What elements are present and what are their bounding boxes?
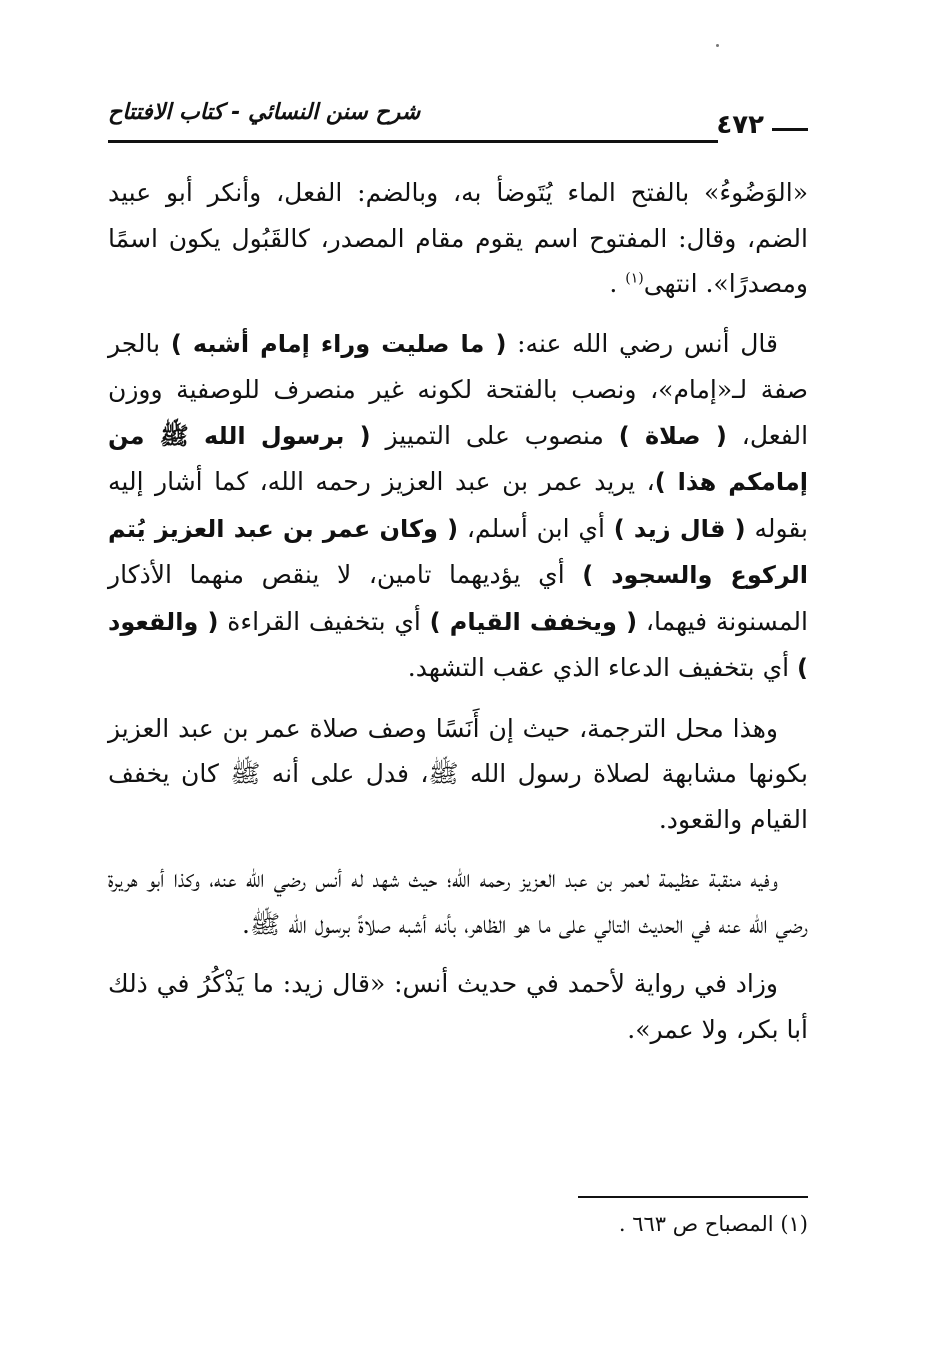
hadith-quote: ( برسول الله ﷺ من إمامكم هذا )	[108, 421, 808, 496]
body-text	[108, 170, 808, 1066]
footnote-rule	[578, 1196, 808, 1198]
text-segment: ، يريد عمر بن عبد العزيز رحمه الله، كما أشار إليه بقوله	[108, 467, 808, 543]
paragraph	[108, 321, 808, 692]
running-title: شرح سنن النسائي - كتاب الافتتاح	[108, 100, 421, 125]
paragraph	[108, 170, 808, 307]
scan-speck	[716, 44, 719, 47]
text-segment: أي بتخفيف القراءة	[218, 606, 430, 636]
paragraph	[108, 856, 808, 947]
header-rule	[108, 140, 718, 143]
paragraph	[108, 706, 808, 843]
page-header	[108, 96, 808, 142]
text-segment: .	[609, 269, 626, 298]
text-segment: أي بتخفيف الدعاء الذي عقب التشهد.	[407, 653, 798, 682]
hadith-quote: ( صلاة )	[618, 421, 727, 450]
text-segment: أي يؤديهما تامين، لا ينقص منهما الأذكار المسنونة فيهما،	[108, 560, 808, 636]
page-number: ٤٧٢	[716, 110, 764, 140]
hadith-quote: ( ما صليت وراء إمام أشبه )	[170, 329, 507, 358]
paragraph	[108, 961, 808, 1052]
text-segment: وفيه منقبة عظيمة لعمر بن عبد العزيز رحمه الله؛ حيث شهد له أنس رضي الله عنه، وكذا أبو هريرة رضي الله عنه في الحديث التالي على ما هو الظاهر، بأنه أشبه صلاةً برسول الله ﷺ.	[108, 864, 808, 939]
text-segment: أي ابن أسلم،	[458, 513, 614, 543]
text-segment: منصوب على التمييز	[370, 420, 619, 450]
text-segment: وزاد في رواية لأحمد في حديث أنس: «قال زيد: ما يَذْكُرُ في ذلك أبا بكر، ولا عمر».	[108, 969, 808, 1044]
page-number-dash	[772, 128, 808, 131]
hadith-quote: ( قال زيد )	[613, 514, 746, 543]
text-segment: «الوَضُوءُ» بالفتح الماء يُتَوضأ به، وبالضم: الفعل، وأنكر أبو عبيد الضم، وقال: المفتوح اسم يقوم مقام المصدر، كالقَبُول يكون اسمًا ومصدرًا». انتهى	[108, 178, 808, 298]
footnote-marker: (١)	[625, 270, 644, 287]
text-segment: وهذا محل الترجمة، حيث إن أَنَسًا وصف صلاة عمر بن عبد العزيز بكونها مشابهة لصلاة رسول الله ﷺ، فدل على أنه ﷺ كان يخفف القيام والقعود.	[108, 713, 808, 834]
hadith-quote: ( وكان عمر بن عبد العزيز يُتم الركوع والسجود )	[108, 514, 809, 589]
text-segment: بالجر صفة لـ«إمام»، ونصب بالفتحة لكونه غير منصرف للوصفية ووزن الفعل،	[108, 328, 809, 450]
footnote: (١) المصباح ص ٦٦٣ .	[618, 1212, 808, 1236]
hadith-quote: ( ويخفف القيام )	[429, 607, 638, 636]
hadith-quote: ( والقعود )	[108, 607, 808, 682]
text-segment: قال أنس رضي الله عنه:	[506, 328, 778, 358]
